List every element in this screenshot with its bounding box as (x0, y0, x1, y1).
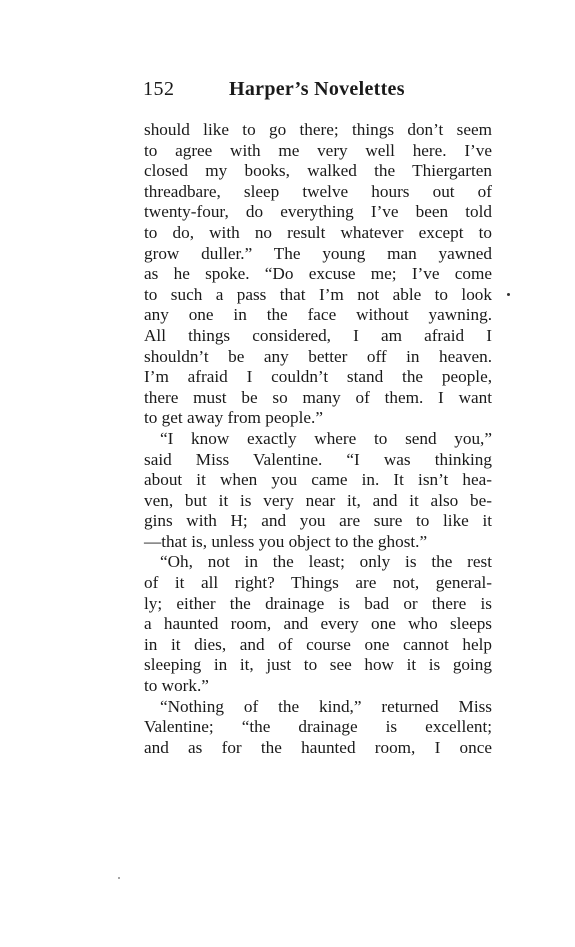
text-line: about it when you came in. It isn’t hea- (144, 470, 492, 490)
text-line: Valentine; “the drainage is excellent; (144, 717, 492, 737)
text-line: grow duller.” The young man yawned (144, 243, 492, 263)
text-line: and as for the haunted room, I once (144, 737, 492, 757)
body-text (144, 120, 492, 758)
text-line: “Oh, not in the least; only is the rest (160, 552, 492, 572)
page-number: 152 (143, 78, 175, 100)
text-line: said Miss Valentine. “I was thinking (144, 449, 492, 469)
text-line: in it dies, and of course one cannot help (144, 634, 492, 654)
text-line: sleeping in it, just to see how it is going (144, 655, 492, 675)
text-line: to do, with no result whatever except to (144, 222, 492, 242)
text-line: twenty-four, do everything I’ve been told (144, 202, 492, 222)
text-line: ven, but it is very near it, and it also be- (144, 490, 492, 510)
text-line: to such a pass that I’m not able to look (144, 284, 492, 304)
text-line: I’m afraid I couldn’t stand the people, (144, 367, 492, 387)
print-speck (118, 877, 120, 879)
text-line: as he spoke. “Do excuse me; I’ve come (144, 264, 492, 284)
text-line: to work.” (144, 676, 209, 696)
text-line: should like to go there; things don’t seem (144, 120, 492, 139)
text-line: —that is, unless you object to the ghost.” (144, 531, 428, 551)
print-speck (507, 293, 510, 296)
text-line: there must be so many of them. I want (144, 387, 492, 407)
text-line: a haunted room, and every one who sleeps (144, 614, 492, 634)
text-line: All things considered, I am afraid I (144, 325, 492, 345)
text-line: threadbare, sleep twelve hours out of (144, 181, 492, 201)
text-line: of it all right? Things are not, general- (144, 573, 492, 593)
text-line: “I know exactly where to send you,” (160, 428, 492, 448)
text-line: ly; either the drainage is bad or there is (144, 593, 492, 613)
text-line: to agree with me very well here. I’ve (144, 140, 492, 160)
text-line: closed my books, walked the Thiergarten (144, 161, 492, 181)
text-line: “Nothing of the kind,” returned Miss (160, 696, 492, 716)
text-line: shouldn’t be any better off in heaven. (144, 346, 492, 366)
text-line: gins with H; and you are sure to like it (144, 511, 492, 531)
text-line: any one in the face without yawning. (144, 305, 492, 325)
text-line: to get away from people.” (144, 408, 323, 428)
page-header (143, 78, 493, 106)
running-head: Harper’s Novelettes (229, 78, 405, 100)
